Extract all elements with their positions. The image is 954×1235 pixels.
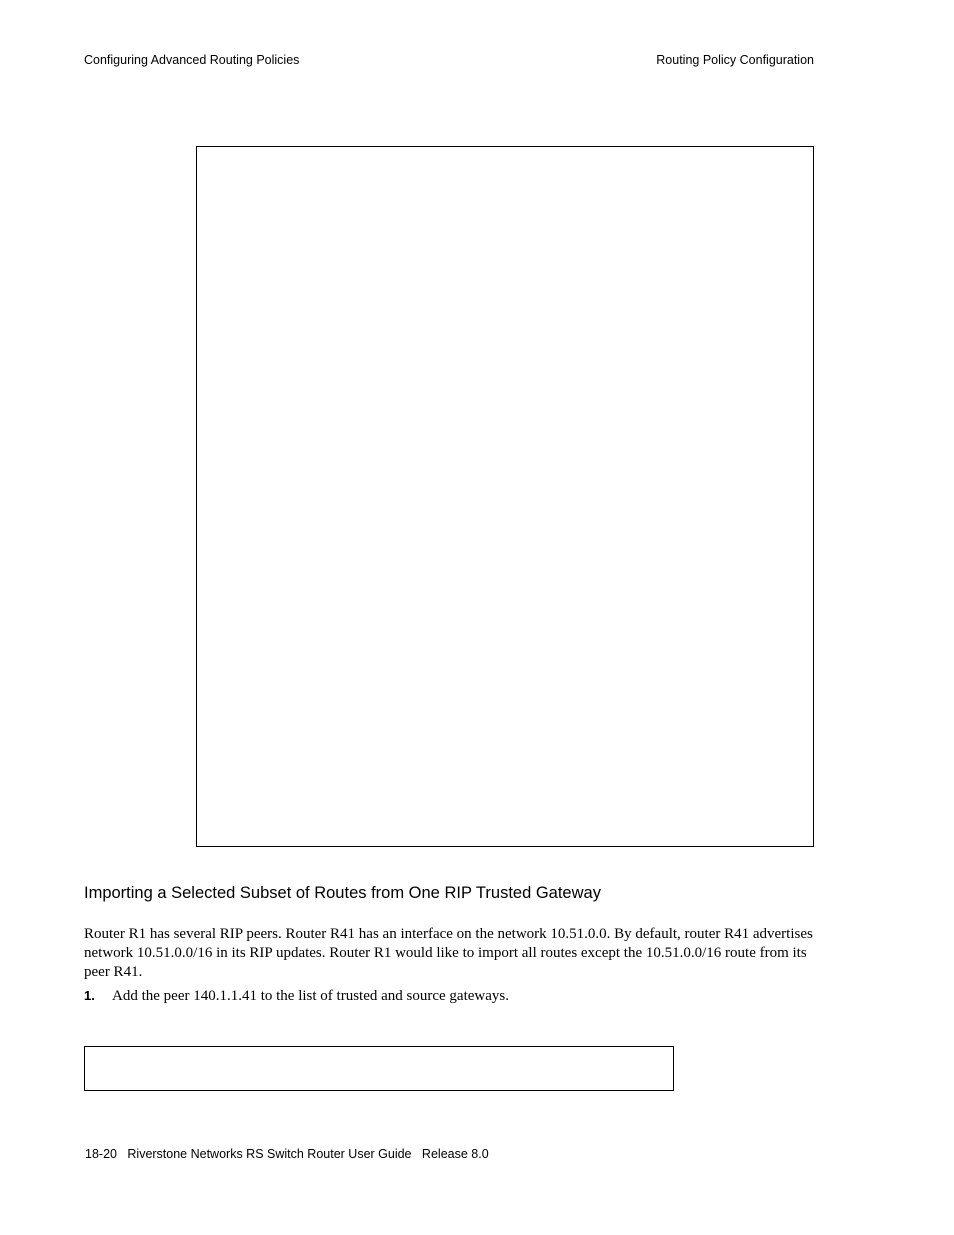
body-paragraph: Router R1 has several RIP peers. Router R41 has an interface on the network 10.51.0.0. By default, router R41 advertises network 10.51.0.0/16 in its RIP updates. Router R1 would like to import all routes except the 10.51.0.0/16 route from its peer R41. [84,926,813,980]
code-example-box [84,1046,674,1091]
page-footer: 18-20 Riverstone Networks RS Switch Router User Guide Release 8.0 [85,1147,489,1161]
running-header-chapter: Configuring Advanced Routing Policies [84,53,300,67]
step-item [84,986,819,1006]
figure-frame [196,146,814,847]
step-text: Add the peer 140.1.1.41 to the list of trusted and source gateways. [112,988,509,1004]
step-number: 1. [84,988,95,1003]
running-header-section: Routing Policy Configuration [656,53,814,67]
section-heading: Importing a Selected Subset of Routes from One RIP Trusted Gateway [84,884,601,902]
